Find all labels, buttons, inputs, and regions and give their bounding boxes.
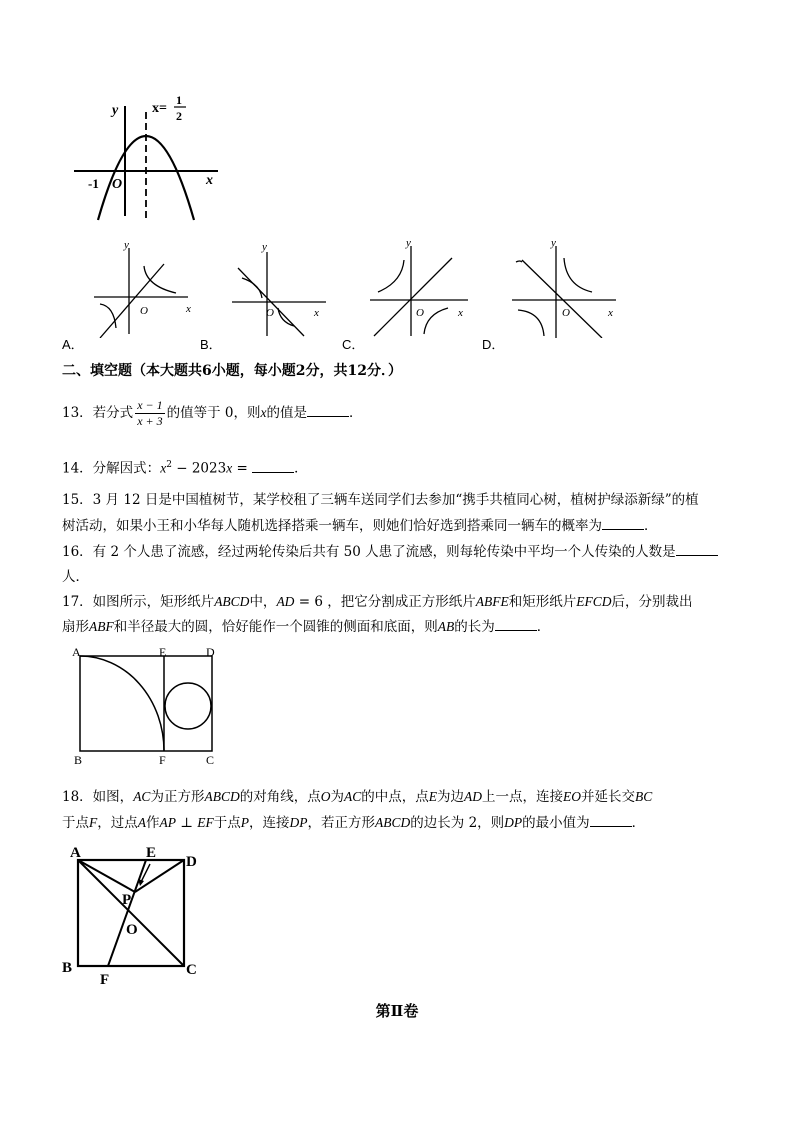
q16-line1-text: 16．有 2 个人患了流感，经过两轮传染后共有 50 人患了流感，则每轮传染中平均一个人传染的人数是: [62, 544, 676, 560]
q13-tail: 的值是: [266, 405, 308, 421]
q18-t12: 于点: [213, 815, 241, 831]
q18-t13: ，连接: [249, 815, 290, 831]
q18-dp2: DP: [504, 815, 523, 830]
graph-c-x: x: [458, 307, 463, 319]
q17-t1: 17．如图所示，矩形纸片: [62, 594, 215, 610]
q18-t1: 18．如图，: [62, 789, 134, 805]
question-16-line2: 人．: [62, 569, 89, 585]
fig17-B: B: [74, 753, 83, 767]
origin-label: O: [112, 177, 123, 192]
q13-answer-blank[interactable]: [307, 402, 349, 417]
q17-end: ．: [536, 619, 551, 635]
graph-d-y: y: [551, 238, 556, 249]
y-axis-label: y: [112, 103, 119, 118]
q18-abcd2: ABCD: [375, 815, 411, 830]
q17-ab: AB: [437, 619, 455, 634]
q17-t2: 中，: [249, 594, 277, 610]
fig18-B: B: [62, 960, 73, 976]
question-15-line2: [62, 513, 658, 539]
fig17-F: F: [159, 753, 166, 767]
q18-t4: 为: [330, 789, 344, 805]
q14-expr-rest: − 2023: [171, 460, 227, 477]
figure-18: [60, 840, 210, 988]
q18-t3: 的对角线，点: [239, 789, 321, 805]
q13-prefix: 13．若分式: [62, 405, 134, 421]
neg-one-label: -1: [88, 176, 99, 191]
q17-abfe: ABFE: [475, 594, 509, 609]
q17-t3: = 6 ，把它分割成正方形纸片: [294, 594, 476, 610]
fig18-A: A: [70, 845, 81, 861]
axis-equation-label: x=: [152, 101, 167, 116]
q18-t10: ，过点: [97, 815, 138, 831]
q13-fraction: [135, 398, 164, 429]
q18-a: A: [137, 815, 146, 830]
graph-d-x: x: [608, 307, 613, 319]
question-16-line1: [62, 539, 718, 565]
question-18-line2: [62, 810, 645, 836]
q17-t7: 和半径最大的圆，恰好能作一个圆锥的侧面和底面，则: [113, 619, 438, 635]
graph-c: [366, 238, 476, 338]
fig18-F: F: [100, 972, 110, 988]
graph-a: [90, 238, 200, 338]
option-c-label: C．: [342, 337, 365, 352]
volume-title: 第Ⅱ卷: [375, 1002, 419, 1020]
graph-b-origin: O: [266, 307, 274, 319]
q18-perp: ⊥: [176, 815, 198, 831]
q18-abcd: ABCD: [204, 789, 240, 804]
q14-exponent: 2: [166, 460, 172, 470]
q18-t5: 的中点，点: [361, 789, 429, 805]
option-d-label: D．: [482, 337, 505, 352]
q13-frac-num: x − 1: [137, 398, 163, 412]
q18-eo: EO: [562, 789, 581, 804]
graph-b: [228, 238, 338, 338]
q18-ac2: AC: [343, 789, 362, 804]
figure-17: [68, 644, 226, 768]
q18-t8: 并延长交: [580, 789, 635, 805]
half-denominator: 2: [176, 109, 182, 123]
q15-line2-text: 树活动，如果小王和小华每人随机选择搭乘一辆车，则她们恰好选到搭乘同一辆车的概率为: [62, 518, 602, 534]
q17-ad: AD: [276, 594, 295, 609]
fig18-P: P: [122, 892, 132, 908]
q13-text: 的值等于 0，则: [166, 405, 261, 421]
q18-e: E: [428, 789, 437, 804]
fig17-C: C: [206, 753, 215, 767]
q14-x: x: [160, 460, 167, 476]
fig17-E: E: [159, 645, 167, 659]
q18-bc: BC: [634, 789, 653, 804]
question-14: [62, 452, 308, 482]
q17-answer-blank[interactable]: [495, 616, 537, 631]
half-numerator: 1: [176, 93, 182, 107]
x-axis-label: x: [206, 173, 213, 188]
fig17-A: A: [72, 645, 81, 659]
q14-prefix: 14．分解因式：: [62, 460, 161, 477]
q18-dp: DP: [289, 815, 308, 830]
graph-b-y: y: [262, 241, 267, 253]
q14-answer-blank[interactable]: [252, 458, 294, 473]
question-15-line1: 15．3 月 12 日是中国植树节，某学校租了三辆车送同学们去参加“携手共植同心树，植树护绿添新绿”的植: [62, 492, 699, 508]
q17-t4: 和矩形纸片: [508, 594, 577, 610]
q15-answer-blank[interactable]: [602, 515, 644, 530]
graph-d-origin: O: [562, 307, 570, 319]
q17-t8: 的长为: [454, 619, 495, 635]
q18-t2: 为正方形: [150, 789, 205, 805]
q14-x2: x: [226, 460, 233, 476]
q18-ac: AC: [133, 789, 151, 804]
q14-end: ．: [294, 460, 308, 477]
q18-answer-blank[interactable]: [590, 812, 632, 827]
graph-d: [508, 238, 623, 338]
q18-o: O: [320, 789, 331, 804]
section-title: 二、填空题（本大题共6小题，每小题2分，共12分．）: [62, 363, 402, 379]
q18-t9: 于点: [62, 815, 89, 831]
q18-t11: 作: [146, 815, 160, 831]
q14-eq: =: [232, 460, 253, 477]
q13-var: x: [260, 405, 267, 420]
q18-ef: EF: [197, 815, 214, 830]
q17-t6: 扇形: [62, 619, 89, 635]
q18-t16: 的最小值为: [522, 815, 590, 831]
q18-p: P: [240, 815, 250, 830]
graph-a-origin: O: [140, 305, 148, 317]
q17-efcd: EFCD: [576, 594, 612, 609]
q17-t5: 后，分别裁出: [611, 594, 693, 610]
question-13: [62, 398, 363, 429]
parabola-figure: [70, 92, 230, 222]
fig18-O: O: [126, 922, 138, 938]
graph-b-x: x: [314, 307, 319, 319]
q18-end: ．: [631, 815, 646, 831]
q18-t7: 上一点，连接: [481, 789, 563, 805]
graph-c-origin: O: [416, 307, 424, 319]
q18-t6: 为边: [436, 789, 464, 805]
q18-f: F: [89, 815, 98, 830]
q18-t15: 的边长为 2，则: [410, 815, 505, 831]
q18-ap: AP: [159, 815, 176, 830]
q18-ad: AD: [463, 789, 482, 804]
graph-a-y: y: [124, 239, 129, 251]
graph-c-y: y: [406, 238, 411, 249]
question-18-line1: [62, 784, 652, 810]
fig17-D: D: [206, 645, 215, 659]
q13-end: ．: [349, 405, 363, 421]
question-17-line2: [62, 614, 550, 640]
question-17-line1: [62, 589, 692, 615]
q13-frac-den: x + 3: [137, 414, 163, 428]
option-b-label: B．: [200, 337, 222, 352]
option-a-label: A．: [62, 337, 84, 352]
fig18-C: C: [186, 962, 197, 978]
q17-abcd: ABCD: [214, 594, 250, 609]
q17-abf: ABF: [89, 619, 114, 634]
q18-t14: ，若正方形: [307, 815, 376, 831]
q15-end: ．: [644, 518, 658, 534]
graph-a-x: x: [186, 303, 191, 315]
fig18-D: D: [186, 854, 197, 870]
q16-answer-blank[interactable]: [676, 541, 718, 556]
fig18-E: E: [146, 845, 157, 861]
